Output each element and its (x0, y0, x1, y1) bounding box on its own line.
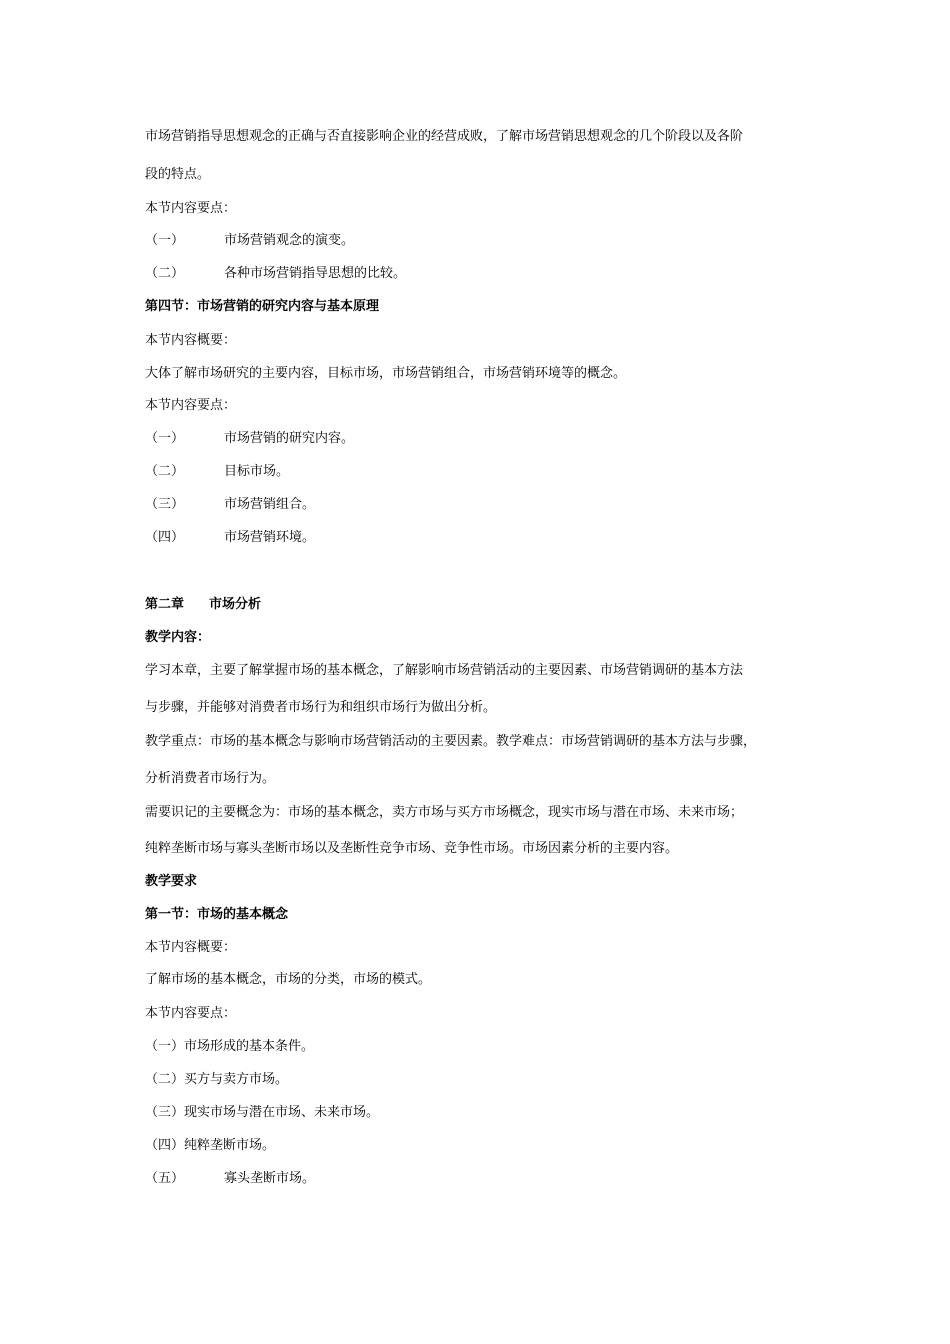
list-item-number: （四） (145, 530, 185, 545)
overview-text: 大体了解市场研究的主要内容，目标市场，市场营销组合，市场营销环境等的概念。 (145, 366, 627, 381)
list-item-text: 现实市场与潜在市场、未来市场。 (184, 1105, 380, 1120)
list-item-number: （四） (145, 1138, 185, 1153)
paragraph-line: 分析消费者市场行为。 (145, 771, 276, 786)
chapter-title: 市场分析 (209, 597, 262, 612)
list-item-number: （二） (145, 1072, 185, 1087)
section-title: 第四节：市场营销的研究内容与基本原理 (145, 299, 380, 314)
list-item-text: 市场营销环境。 (224, 530, 316, 545)
list-item (145, 266, 406, 282)
list-item (145, 497, 315, 513)
paragraph-line: 学习本章，主要了解掌握市场的基本概念，了解影响市场营销活动的主要因素、市场营销调研的基本方法 (145, 663, 744, 678)
list-item (145, 1105, 379, 1121)
overview-heading: 本节内容概要： (145, 940, 237, 955)
list-item (145, 431, 354, 447)
paragraph-line: 与步骤，并能够对消费者市场行为和组织市场行为做出分析。 (145, 700, 497, 715)
paragraph-line: 教学重点：市场的基本概念与影响市场营销活动的主要因素。教学难点：市场营销调研的基本方法与步骤， (145, 734, 757, 749)
points-heading: 本节内容要点： (145, 398, 237, 413)
list-item-text: 寡头垄断市场。 (224, 1171, 316, 1186)
overview-text: 了解市场的基本概念，市场的分类，市场的模式。 (145, 972, 432, 987)
list-item-text: 各种市场营销指导思想的比较。 (224, 266, 407, 281)
chapter-heading (145, 597, 261, 613)
list-item-number: （二） (145, 464, 185, 479)
content-heading: 教学内容： (145, 630, 211, 645)
requirements-heading: 教学要求 (145, 874, 198, 889)
section-title: 第一节：市场的基本概念 (145, 907, 289, 922)
points-heading: 本节内容要点： (145, 201, 237, 216)
overview-heading: 本节内容概要： (145, 333, 237, 348)
list-item-text: 市场营销组合。 (224, 497, 316, 512)
points-heading: 本节内容要点： (145, 1006, 237, 1021)
list-item (145, 1171, 315, 1187)
list-item-text: 市场营销的研究内容。 (224, 431, 355, 446)
list-item (145, 464, 289, 480)
list-item (145, 1138, 275, 1154)
list-item (145, 530, 315, 546)
list-item-number: （一） (145, 233, 185, 248)
paragraph-line: 需要识记的主要概念为：市场的基本概念，卖方市场与买方市场概念，现实市场与潜在市场、未来市场； (145, 805, 744, 820)
list-item-text: 市场形成的基本条件。 (184, 1039, 315, 1054)
list-item-number: （一） (145, 431, 185, 446)
list-item (145, 1072, 288, 1088)
list-item-text: 目标市场。 (224, 464, 290, 479)
paragraph-line: 段的特点。 (145, 167, 211, 182)
list-item (145, 1039, 314, 1055)
list-item-number: （一） (145, 1039, 185, 1054)
list-item (145, 233, 354, 249)
list-item-text: 市场营销观念的演变。 (224, 233, 355, 248)
list-item-text: 纯粹垄断市场。 (184, 1138, 276, 1153)
list-item-number: （五） (145, 1171, 185, 1186)
paragraph-line: 市场营销指导思想观念的正确与否直接影响企业的经营成败，了解市场营销思想观念的几个阶段以及各阶 (145, 129, 744, 144)
list-item-text: 买方与卖方市场。 (184, 1072, 289, 1087)
list-item-number: （三） (145, 497, 185, 512)
list-item-number: （二） (145, 266, 185, 281)
paragraph-line: 纯粹垄断市场与寡头垄断市场以及垄断性竞争市场、竞争性市场。市场因素分析的主要内容。 (145, 841, 679, 856)
chapter-label: 第二章 (145, 597, 185, 612)
list-item-number: （三） (145, 1105, 185, 1120)
